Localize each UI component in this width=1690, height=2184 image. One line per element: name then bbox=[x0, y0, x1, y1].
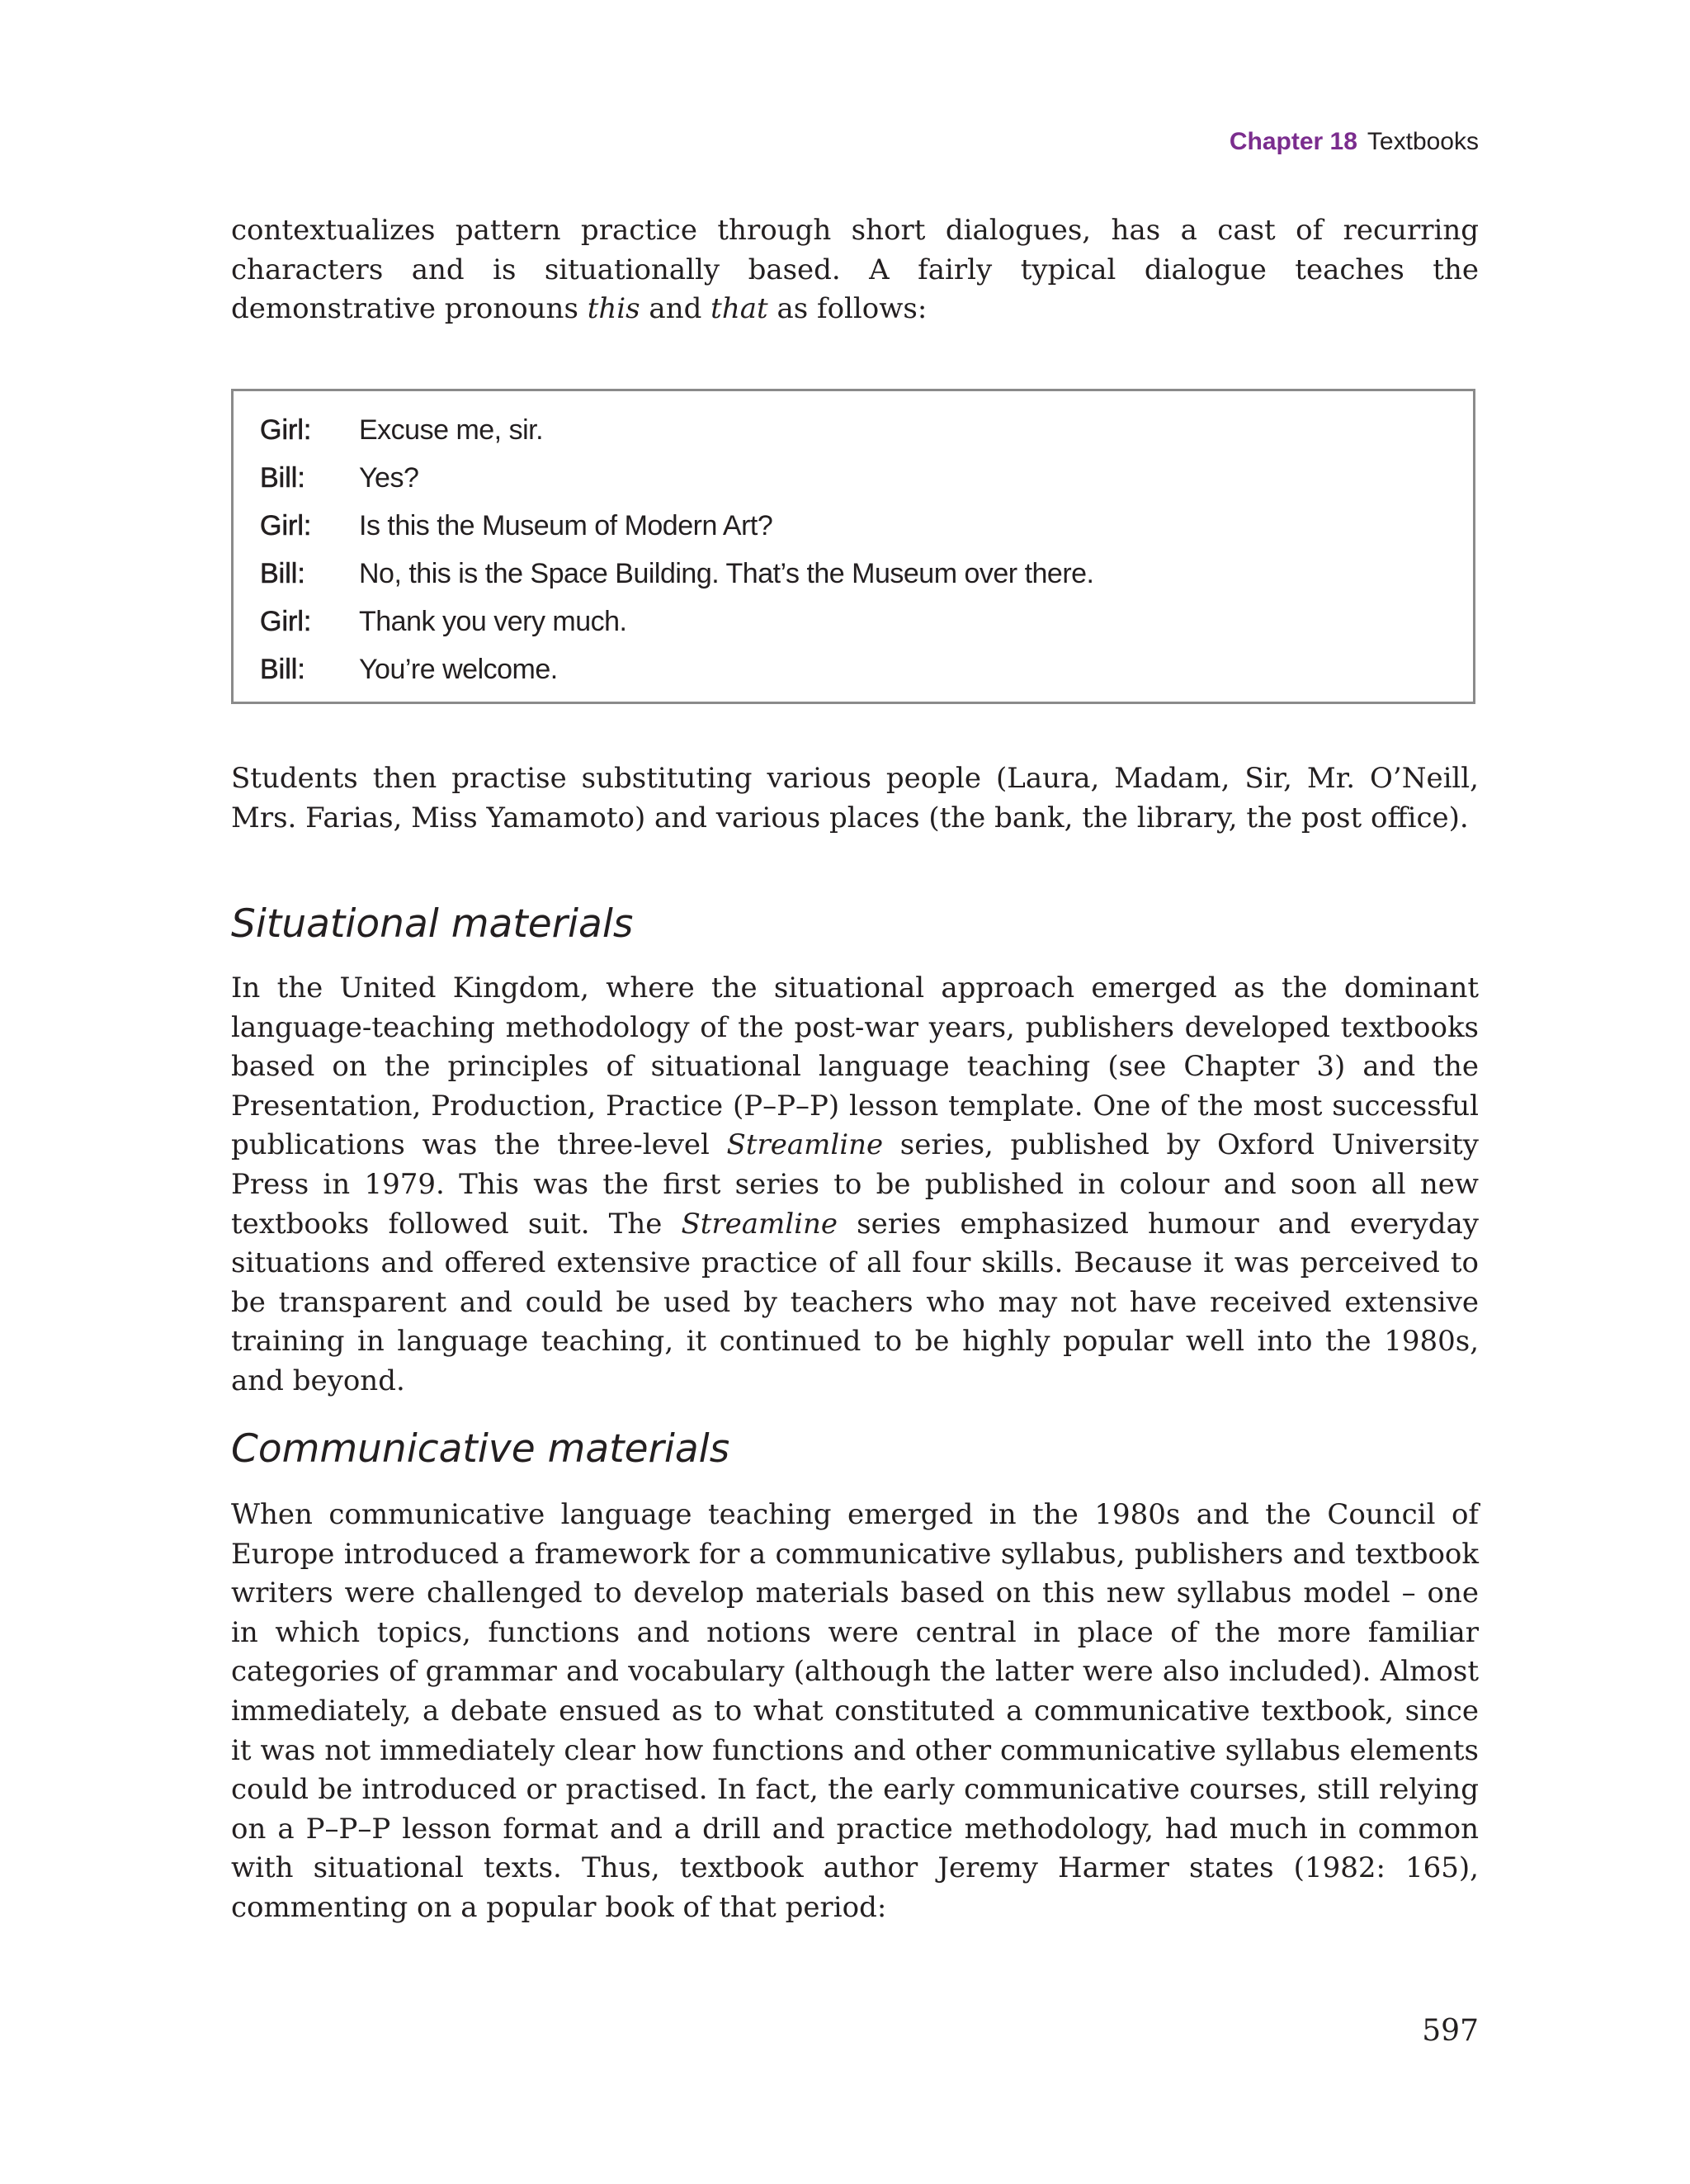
dialogue-line bbox=[260, 550, 1473, 598]
intro-em-this: this bbox=[587, 292, 640, 326]
dialogue-box bbox=[231, 389, 1475, 704]
dialogue-speaker: Girl: bbox=[260, 605, 312, 637]
dialogue-speaker: Girl: bbox=[260, 509, 312, 541]
page-number: 597 bbox=[1422, 2014, 1479, 2048]
intro-text-c: as follows: bbox=[767, 292, 928, 326]
section-heading-situational: Situational materials bbox=[231, 901, 634, 947]
dialogue-line bbox=[260, 454, 1473, 502]
dialogue-line bbox=[260, 645, 1473, 693]
after-dialogue-paragraph: Students then practise substituting various people (Laura, Madam, Sir, Mr. O’Neill, Mrs. Farias, Miss Yamamoto) and various places (the bank, the library, the post office). bbox=[231, 762, 1479, 834]
dialogue-speech: Yes? bbox=[359, 461, 419, 494]
dialogue-speech: No, this is the Space Building. That’s the Museum over there. bbox=[359, 557, 1094, 589]
dialogue-speaker: Bill: bbox=[260, 461, 305, 494]
dialogue-speaker: Bill: bbox=[260, 557, 305, 589]
dialogue-speaker: Girl: bbox=[260, 414, 312, 446]
intro-paragraph bbox=[231, 211, 1479, 329]
intro-text-a: contextualizes pattern practice through short dialogues, has a cast of recurring characters and is situationally based. A fairly typical dialogue teaches the demonstrative pronouns bbox=[231, 214, 1479, 326]
intro-text-b: and bbox=[640, 292, 711, 326]
situational-text-c: series emphasized humour and everyday situations and offered extensive practice of all four skills. Because it was perceived to be transparent and could be used by teachers who may not have received extensive training in language teaching, it continued to be highly popular well into the 1980s, and beyond. bbox=[231, 1207, 1479, 1397]
book-page bbox=[231, 0, 1479, 2184]
section-heading-communicative: Communicative materials bbox=[231, 1426, 730, 1472]
dialogue-line bbox=[260, 406, 1473, 454]
intro-em-that: that bbox=[710, 292, 768, 326]
dialogue-line bbox=[260, 502, 1473, 550]
dialogue-speech: Excuse me, sir. bbox=[359, 414, 544, 446]
situational-em-streamline-1: Streamline bbox=[726, 1128, 884, 1162]
dialogue-speaker: Bill: bbox=[260, 653, 305, 685]
chapter-title: Textbooks bbox=[1367, 128, 1479, 155]
dialogue-speech: Thank you very much. bbox=[359, 605, 627, 637]
dialogue-speech: Is this the Museum of Modern Art? bbox=[359, 509, 773, 541]
communicative-paragraph: When communicative language teaching emerged in the 1980s and the Council of Europe introduced a framework for a communicative syllabus, publishers and textbook writers were challenged to develop materials based on this new syllabus model – one in which topics, functions and notions were central in place of the more familiar categories of grammar and vocabulary (although the latter were also included). Almost immediately, a debate ensued as to what constituted a communicative textbook, since it was not immediately clear how functions and other communicative syllabus elements could be introduced or practised. In fact, the early communicative courses, still relying on a P–P–P lesson format and a drill and practice methodology, had much in common with situational texts. Thus, textbook author Jeremy Harmer states (1982: 165), commenting on a popular book of that period: bbox=[231, 1498, 1479, 1924]
situational-text-a: In the United Kingdom, where the situational approach emerged as the dominant language-teaching methodology of the post-war years, publishers developed textbooks based on the principles of situational language teaching (see Chapter 3) and the Presentation, Production, Practice (P–P–P) lesson template. One of the most successful publications was the three-level bbox=[231, 971, 1479, 1162]
situational-text-b: series, published by Oxford University Press in 1979. This was the first series to be published in colour and soon all new textbooks followed suit. The bbox=[231, 1128, 1479, 1241]
situational-em-streamline-2: Streamline bbox=[681, 1207, 838, 1241]
dialogue-line bbox=[260, 598, 1473, 645]
running-head bbox=[1230, 128, 1479, 156]
chapter-label: Chapter 18 bbox=[1229, 128, 1357, 155]
dialogue-speech: You’re welcome. bbox=[359, 653, 558, 685]
situational-paragraph bbox=[231, 969, 1479, 1402]
